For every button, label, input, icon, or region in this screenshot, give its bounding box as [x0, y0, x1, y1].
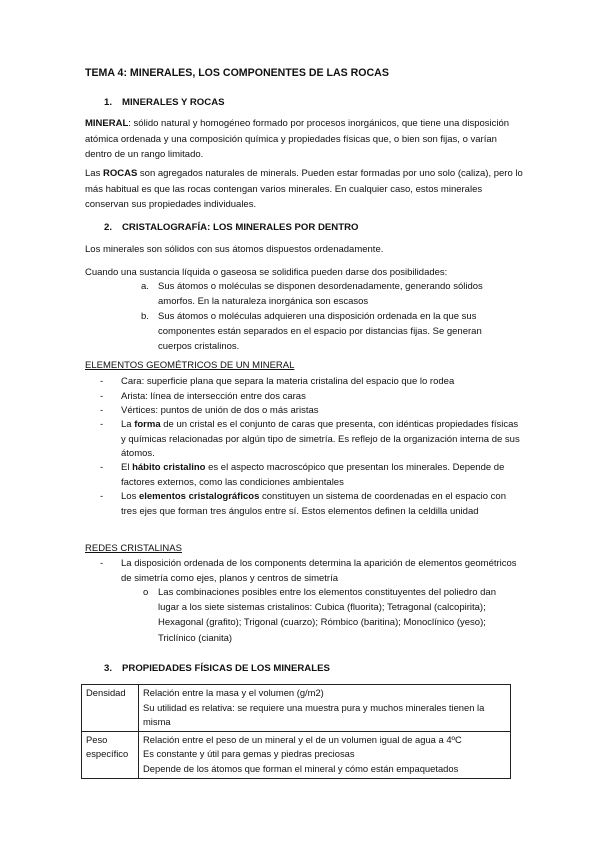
document-title: TEMA 4: MINERALES, LOS COMPONENTES DE LAS ROCAS: [85, 67, 389, 79]
mineral-definition: [85, 116, 525, 163]
table-line: Relación entre la masa y el volumen (g/m2): [143, 687, 324, 698]
list-item: [100, 461, 521, 490]
list-dash: -: [100, 491, 104, 502]
table-row: [82, 731, 511, 778]
list-item-text: Arista: línea de intersección entre dos caras: [121, 391, 306, 402]
section-title: PROPIEDADES FÍSICAS DE LOS MINERALES: [122, 663, 330, 674]
text-run: de un cristal es el conjunto de caras que presenta, con idénticas propiedades físicas y químicas relacionadas por algún tipo de simetría. Es reflejo de la organización interna de sus átomos.: [121, 419, 520, 459]
paragraph: Los minerales son sólidos con sus átomos dispuestos ordenadamente.: [85, 244, 384, 255]
table-line: Relación entre el peso de un mineral y el de un volumen igual de agua a 4ºC: [143, 733, 462, 745]
list-item: [100, 390, 521, 405]
definition-text: : sólido natural y homogéneo formado por procesos inorgánicos, que tiene una disposición atómica ordenada y una composición química y propiedades físicas que, o bien son fijas, o varían dentro de un rango limitado.: [85, 118, 510, 161]
list-dash: -: [100, 405, 104, 416]
text-run: constituyen un sistema de coordenadas en el espacio con tres ejes que forman tres ángulos entre sí. Estos elementos definen la celdilla unidad: [121, 491, 506, 517]
list-dash: -: [100, 462, 104, 473]
list-marker: a.: [141, 281, 149, 292]
list-item: [141, 309, 518, 355]
list-item: [100, 418, 521, 462]
term-elementos: elementos cristalográficos: [138, 491, 260, 502]
list-item: [100, 490, 521, 519]
list-dash: -: [100, 376, 104, 387]
paragraph: Cuando una sustancia líquida o gaseosa se solidifica pueden darse dos posibilidades:: [85, 267, 448, 278]
text-run: La: [121, 419, 135, 430]
list-item: [141, 279, 518, 309]
term-rocas: ROCAS: [102, 168, 138, 179]
list-item: [100, 375, 521, 390]
table-value-cell: [139, 731, 511, 778]
table-key-cell: Densidad: [82, 685, 139, 732]
text-run: son agregados naturales de minerals. Pueden estar formadas por uno solo (caliza), pero lo más habitual es que las rocas contengan varios minerales. En cualquier caso, estos minerales conservan sus propiedades individuales.: [85, 168, 523, 211]
rocas-paragraph: [85, 166, 525, 213]
list-dash: -: [100, 558, 104, 569]
term-habito: hábito cristalino: [132, 462, 206, 473]
list-item-text: Cara: superficie plana que separa la materia cristalina del espacio que lo rodea: [121, 376, 455, 387]
sub-list-item: [143, 585, 518, 646]
list-item-text: Sus átomos o moléculas se disponen desordenadamente, generando sólidos amorfos. En la naturaleza inorgánica son escasos: [158, 281, 483, 308]
list-dash: -: [100, 391, 104, 402]
section-number: 3.: [104, 663, 113, 674]
list-item-text: La disposición ordenada de los components determina la aparición de elementos geométricos de simetría como ejes, planos y centros de simetría: [121, 558, 517, 584]
list-dash: -: [100, 419, 104, 430]
section-title: MINERALES Y ROCAS: [122, 97, 225, 108]
text-run: El: [121, 462, 133, 473]
list-item-text: Sus átomos o moléculas adquieren una disposición ordenada en la que sus componentes están separados en el espacio por distancias fijas. Se generan cuerpos cristalinos.: [158, 311, 482, 353]
text-run: es el aspecto macroscópico que presentan los minerales. Depende de factores externos, como las condiciones ambientales: [121, 462, 505, 488]
term-forma: forma: [134, 419, 161, 430]
list-item-text: Las combinaciones posibles entre los elementos constituyentes del poliedro dan lugar a los siete sistemas cristalinos: Cubica (fluorita); Tetragonal (calcopirita); Hexagonal (grafito); Trigonal (cuarzo); Rómbico (baritina); Monoclínico (yeso); Triclínico (cianita): [158, 587, 496, 644]
list-marker: o: [143, 587, 149, 598]
table-line: Su utilidad es relativa: se requiere una muestra pura y muchos minerales tienen la misma: [143, 701, 485, 728]
list-item-text: Vértices: puntos de unión de dos o más aristas: [121, 405, 319, 416]
table-line: Es constante y útil para gemas y piedras preciosas: [143, 748, 355, 760]
properties-table: [81, 684, 511, 779]
table-value-cell: [139, 685, 511, 732]
subheading-elementos-geometricos: ELEMENTOS GEOMÉTRICOS DE UN MINERAL: [85, 360, 295, 371]
text-run: Las: [85, 168, 103, 179]
list-marker: b.: [141, 311, 149, 322]
subheading-redes-cristalinas: REDES CRISTALINAS: [85, 543, 182, 554]
text-run: Los: [121, 491, 139, 502]
section-title: CRISTALOGRAFÍA: LOS MINERALES POR DENTRO: [122, 222, 359, 233]
table-line: Depende de los átomos que forman el mineral y cómo están empaquetados: [143, 762, 459, 774]
table-key-cell: Peso específico: [82, 731, 139, 778]
section-number: 1.: [104, 97, 113, 108]
term-mineral: MINERAL: [85, 118, 129, 129]
list-item: [100, 557, 521, 586]
list-item: [100, 404, 521, 419]
section-number: 2.: [104, 222, 113, 233]
table-row: [82, 685, 511, 732]
